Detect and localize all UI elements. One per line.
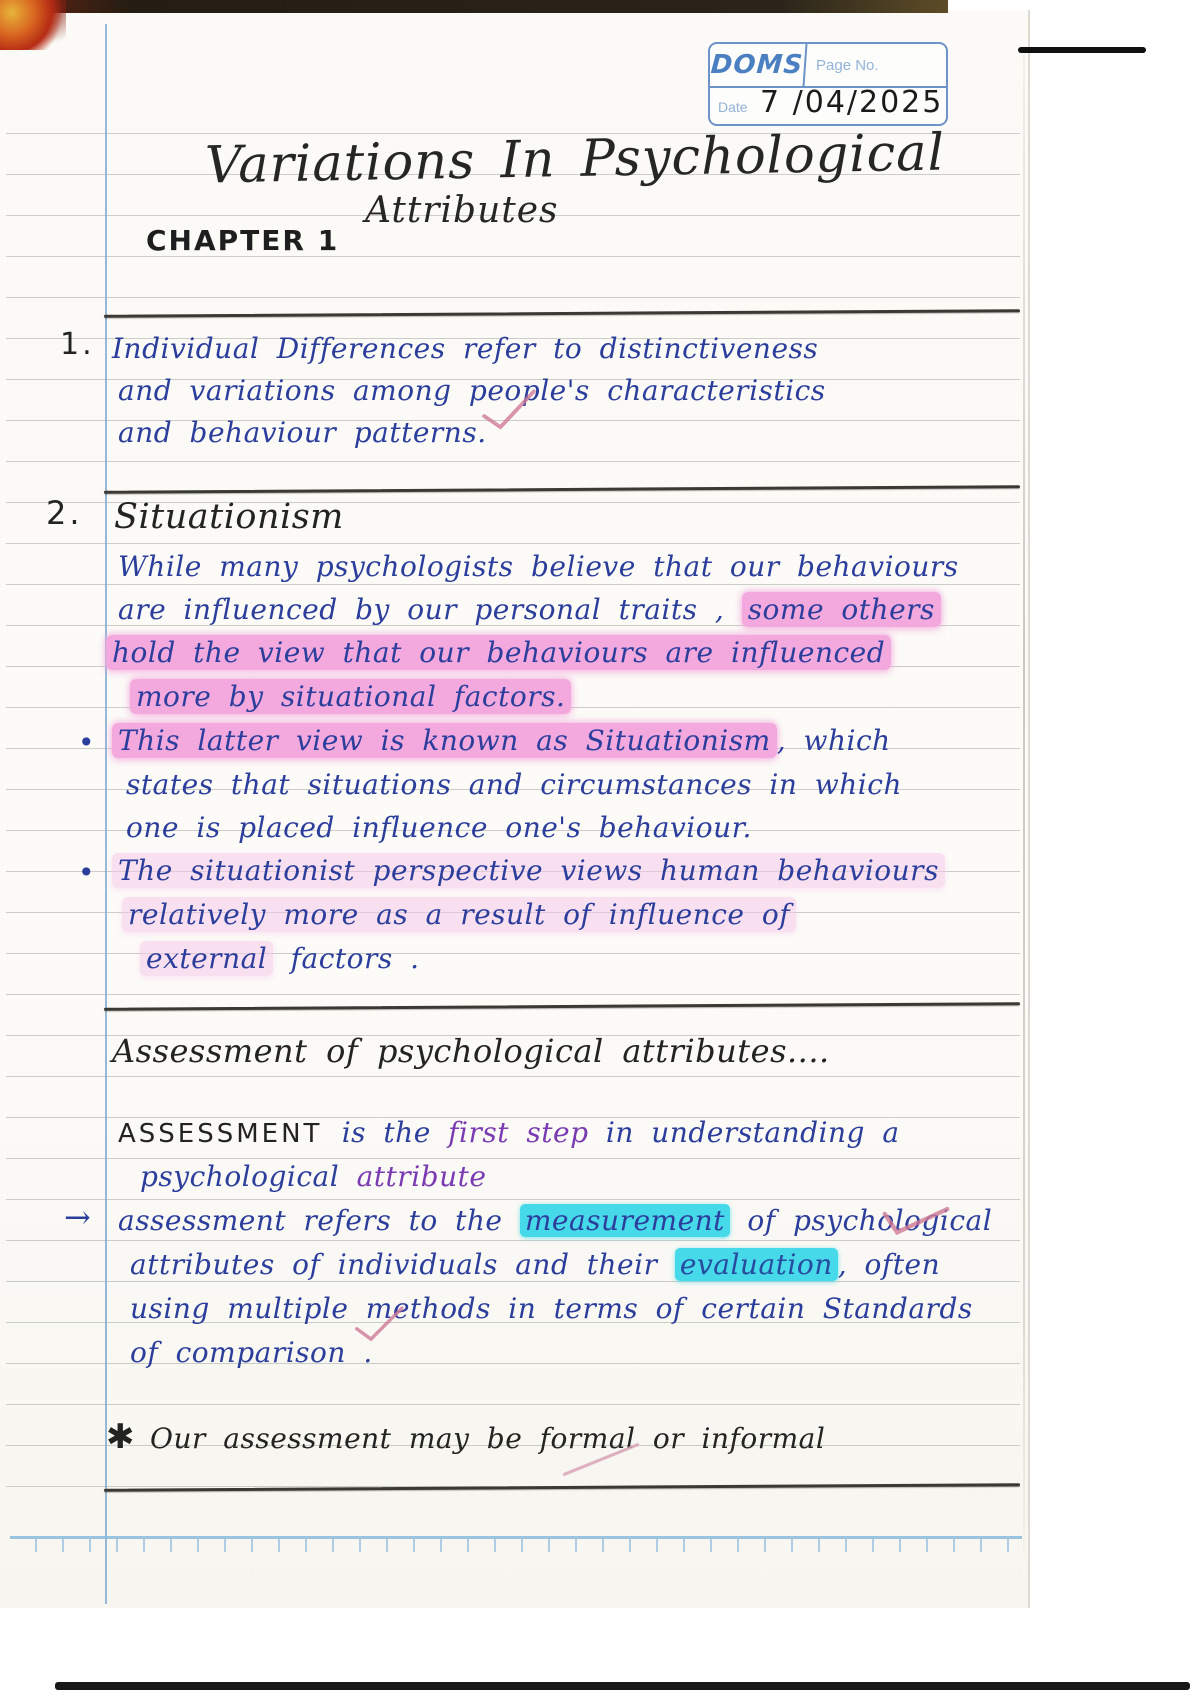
chapter-heading: CHAPTER 1 bbox=[146, 224, 340, 257]
text-segment: Our assessment may be formal or informal bbox=[150, 1422, 826, 1455]
ruled-line bbox=[6, 994, 1020, 995]
text-segment: measurement bbox=[520, 1204, 730, 1237]
top-right-mark bbox=[1018, 47, 1146, 53]
handwritten-line bbox=[118, 372, 826, 410]
handwritten-line bbox=[130, 678, 571, 716]
text-segment: using multiple methods in terms of certain Standards bbox=[130, 1292, 973, 1325]
text-segment: relatively more as a result of influence of bbox=[122, 897, 796, 932]
handwritten-line bbox=[112, 1032, 830, 1070]
handwritten-line bbox=[112, 330, 818, 368]
text-segment: hold the view that our behaviours are influenced bbox=[106, 635, 891, 670]
text-segment: Individual Differences refer to distinctiveness bbox=[112, 332, 819, 365]
text-segment: first step bbox=[448, 1116, 589, 1149]
handwritten-line bbox=[150, 1420, 825, 1458]
handwritten-line bbox=[118, 1114, 900, 1153]
text-segment: one is placed influence one's behaviour. bbox=[126, 811, 752, 844]
text-segment: The situationist perspective views human behaviours bbox=[112, 853, 945, 888]
handwritten-line bbox=[126, 766, 902, 804]
list-marker: → bbox=[64, 1198, 92, 1236]
margin-line bbox=[105, 24, 107, 1604]
handwritten-line bbox=[118, 548, 959, 586]
text-segment: of psychological bbox=[729, 1204, 993, 1237]
text-segment: more by situational factors. bbox=[130, 679, 571, 714]
bottom-stitch-line bbox=[10, 1536, 1022, 1552]
page-title: Variations In Psychological bbox=[204, 123, 946, 196]
text-segment: ASSESSMENT bbox=[118, 1119, 342, 1149]
handwritten-line bbox=[118, 414, 487, 452]
text-segment: Assessment of psychological attributes.... bbox=[112, 1032, 830, 1070]
check-mark bbox=[350, 1305, 409, 1345]
list-marker: • bbox=[78, 856, 96, 889]
doms-header-box bbox=[708, 42, 948, 126]
handwritten-line bbox=[118, 1202, 992, 1240]
list-marker: 1. bbox=[60, 327, 95, 362]
ruled-line bbox=[6, 1199, 1020, 1200]
desk-edge-bar bbox=[55, 1682, 1190, 1690]
text-segment: is the bbox=[341, 1116, 449, 1149]
handwritten-line bbox=[112, 722, 891, 760]
ruled-line bbox=[6, 1404, 1020, 1405]
text-segment: Situationism bbox=[114, 497, 344, 537]
text-segment: states that situations and circumstances in which bbox=[126, 768, 902, 801]
text-segment: and variations among people's characteristics bbox=[118, 374, 826, 407]
handwritten-line bbox=[140, 940, 420, 978]
page-no-label: Page No. bbox=[816, 56, 879, 74]
handwritten-line bbox=[130, 1246, 940, 1284]
list-marker: ✱ bbox=[106, 1417, 135, 1457]
handwritten-line bbox=[118, 591, 941, 629]
handwritten-line bbox=[126, 809, 752, 847]
handwritten-line bbox=[140, 1158, 486, 1196]
handwritten-line bbox=[112, 852, 945, 890]
list-marker: 2. bbox=[46, 494, 83, 532]
date-value: 7 /04/2025 bbox=[760, 85, 944, 120]
text-segment: external bbox=[140, 941, 273, 976]
text-segment: factors . bbox=[273, 942, 420, 975]
text-segment: This latter view is known as Situationism bbox=[112, 723, 777, 758]
doms-logo: DOMS bbox=[709, 44, 808, 86]
ruled-line bbox=[6, 1076, 1020, 1077]
ruled-line bbox=[6, 461, 1020, 462]
page-subtitle: Attributes bbox=[365, 190, 559, 231]
text-segment: in understanding a bbox=[588, 1116, 900, 1149]
ruled-line bbox=[6, 543, 1020, 544]
text-segment: attributes of individuals and their bbox=[130, 1248, 675, 1281]
header-box-date-row bbox=[710, 85, 946, 124]
text-segment: While many psychologists believe that our behaviours bbox=[118, 550, 959, 583]
handwritten-line bbox=[106, 634, 891, 672]
text-segment: , which bbox=[776, 724, 891, 757]
ruled-line bbox=[6, 297, 1020, 298]
handwritten-line bbox=[114, 498, 344, 536]
text-segment: of comparison . bbox=[130, 1336, 373, 1369]
text-segment: , often bbox=[837, 1248, 941, 1281]
handwritten-line bbox=[122, 896, 796, 934]
handwritten-line bbox=[130, 1334, 373, 1372]
ruled-line bbox=[6, 1240, 1020, 1241]
text-segment: are influenced by our personal traits , bbox=[118, 593, 742, 626]
text-segment: psychological bbox=[140, 1160, 357, 1193]
date-label: Date bbox=[718, 99, 748, 115]
text-segment: some others bbox=[742, 592, 941, 627]
text-segment: and behaviour patterns. bbox=[118, 416, 487, 449]
list-marker: • bbox=[78, 726, 96, 759]
handwritten-line bbox=[130, 1290, 973, 1328]
text-segment: assessment refers to the bbox=[118, 1204, 520, 1237]
notebook-cover-corner bbox=[0, 0, 66, 50]
text-segment: evaluation bbox=[675, 1248, 838, 1281]
photo-top-edge bbox=[0, 0, 948, 13]
header-box-top-row bbox=[710, 44, 946, 88]
page-right-edge bbox=[1023, 55, 1025, 1555]
text-segment: attribute bbox=[356, 1160, 487, 1193]
